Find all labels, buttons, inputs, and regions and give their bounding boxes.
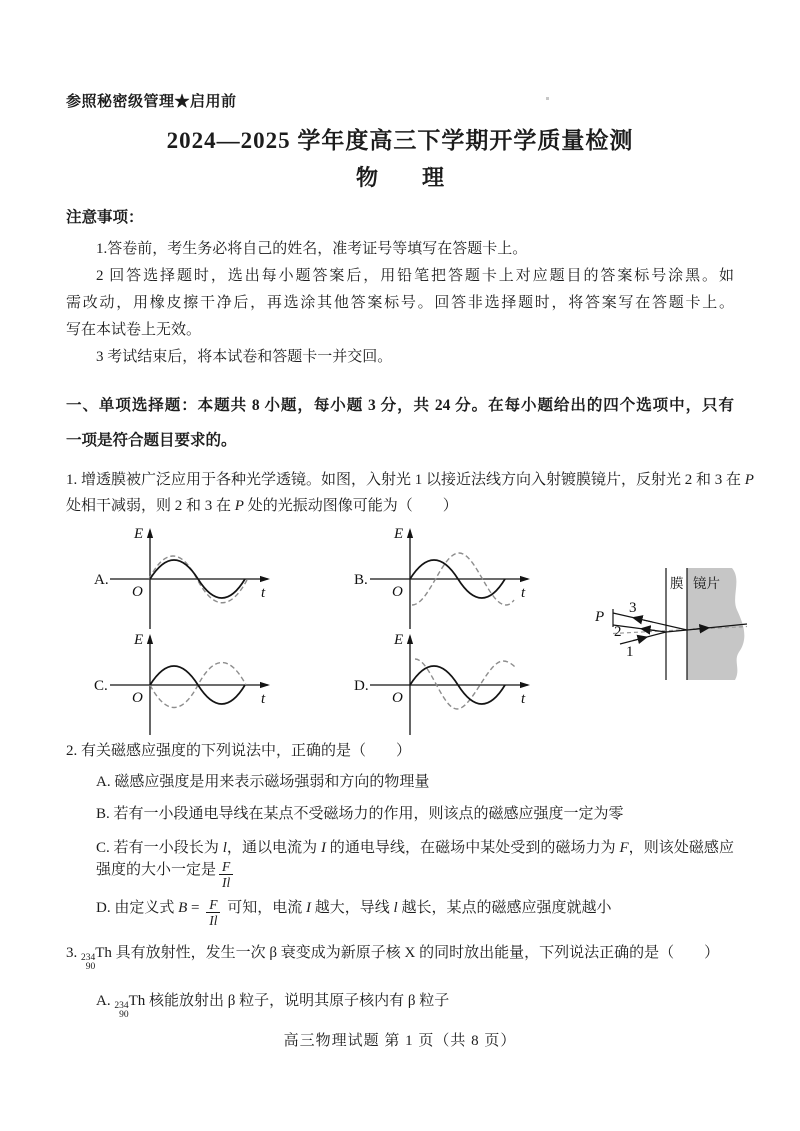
x-axis-arrow <box>520 576 530 582</box>
t-axis-label: t <box>261 585 266 601</box>
origin-label: O <box>132 584 143 600</box>
question-3-stem: 3. 234 90 Th 具有放射性，发生一次 β 衰变成为新原子核 X 的同时放出能量，下列说法正确的是（ ） <box>66 945 720 972</box>
question-2-option-c: C. 若有一小段长为 l，通以电流为 I 的通电导线，在磁场中某处受到的磁场力为 F，则该处磁感应强度的大小一定是 $\frac{F}{Il}$ <box>96 840 734 890</box>
y-axis-arrow <box>407 634 413 644</box>
waveform-option-d <box>352 629 542 741</box>
origin-label: O <box>392 584 403 600</box>
question-1-figures <box>66 523 734 741</box>
point-p-label: P <box>595 609 605 625</box>
question-2-option-b: B. 若有一小段通电导线在某点不受磁场力的作用，则该点的磁感应强度一定为零 <box>96 806 624 822</box>
y-axis-arrow <box>407 528 413 538</box>
question-2 <box>66 741 734 928</box>
scan-speck <box>546 97 549 100</box>
waveform-option-c <box>92 629 282 741</box>
option-a-label: A. <box>94 572 109 588</box>
notice-item-2: 2 回答选择题时，选出每小题答案后，用铅笔把答题卡上对应题目的答案标号涂黑。如 需改动，用橡皮擦干净后，再选涂其他答案标号。回答非选择题时，将答案写在答题卡上。 写在本试卷上无效。 <box>66 268 734 338</box>
option-b-label: B. <box>354 572 368 588</box>
e-axis-label: E <box>394 632 404 648</box>
t-axis-label: t <box>521 585 526 601</box>
page-content <box>0 94 800 1019</box>
t-axis-label: t <box>521 691 526 707</box>
x-axis-arrow <box>520 682 530 688</box>
question-2-option-a: A. 磁感应强度是用来表示磁场强弱和方向的物理量 <box>96 774 430 790</box>
notice-item-1: 1.答卷前，考生务必将自己的姓名，准考证号等填写在答题卡上。 <box>96 241 528 257</box>
y-axis-arrow <box>147 634 153 644</box>
classification-note: 参照秘密级管理★启用前 <box>66 94 237 110</box>
option-c-label: C. <box>94 678 108 694</box>
lens-label: 镜片 <box>693 576 720 591</box>
question-2-stem: 2. 有关磁感应强度的下列说法中，正确的是（ ） <box>66 743 412 759</box>
origin-label: O <box>132 690 143 706</box>
waveform-option-b <box>352 523 542 635</box>
section-heading: 一、单项选择题：本题共 8 小题，每小题 3 分，共 24 分。在每小题给出的四个选项中，只有 一项是符合题目要求的。 <box>66 397 734 449</box>
notice-heading: 注意事项： <box>66 209 144 226</box>
x-axis-arrow <box>260 682 270 688</box>
y-axis-arrow <box>147 528 153 538</box>
question-2-option-d: D. 由定义式 B = $\frac{F}{Il}$ 可知，电流 I 越大，导线 l 越长，某点的磁感应强度就越小 <box>96 897 612 928</box>
ray-1-label: 1 <box>626 644 634 660</box>
origin-label: O <box>392 690 403 706</box>
subject-title: 物 理 <box>355 165 444 190</box>
e-axis-label: E <box>134 526 144 542</box>
page-footer: 高三物理试题 第 1 页（共 8 页） <box>283 1033 517 1049</box>
question-1-stem: 1. 增透膜被广泛应用于各种光学透镜。如图，入射光 1 以接近法线方向入射镀膜镜片，反射光 2 和 3 在 P 处相干减弱，则 2 和 3 在 P 处的光振动图像可能为（ ） <box>66 472 754 514</box>
question-3-option-a: A. 234 90 Th 核能放射出 β 粒子，说明其原子核内有 β 粒子 <box>96 993 450 1020</box>
exam-title: 2024—2025 学年度高三下学期开学质量检测 <box>166 128 634 153</box>
t-axis-label: t <box>261 691 266 707</box>
ray-3-label: 3 <box>629 600 637 616</box>
question-3 <box>66 941 734 1019</box>
e-axis-label: E <box>394 526 404 542</box>
notice-item-3: 3 考试结束后，将本试卷和答题卡一并交回。 <box>96 349 393 365</box>
e-axis-label: E <box>134 632 144 648</box>
ray-2-label: 2 <box>614 624 622 640</box>
film-label: 膜 <box>670 576 684 591</box>
waveform-option-a <box>92 523 282 635</box>
x-axis-arrow <box>260 576 270 582</box>
film-lens-diagram <box>583 552 750 692</box>
option-d-label: D. <box>354 678 369 694</box>
